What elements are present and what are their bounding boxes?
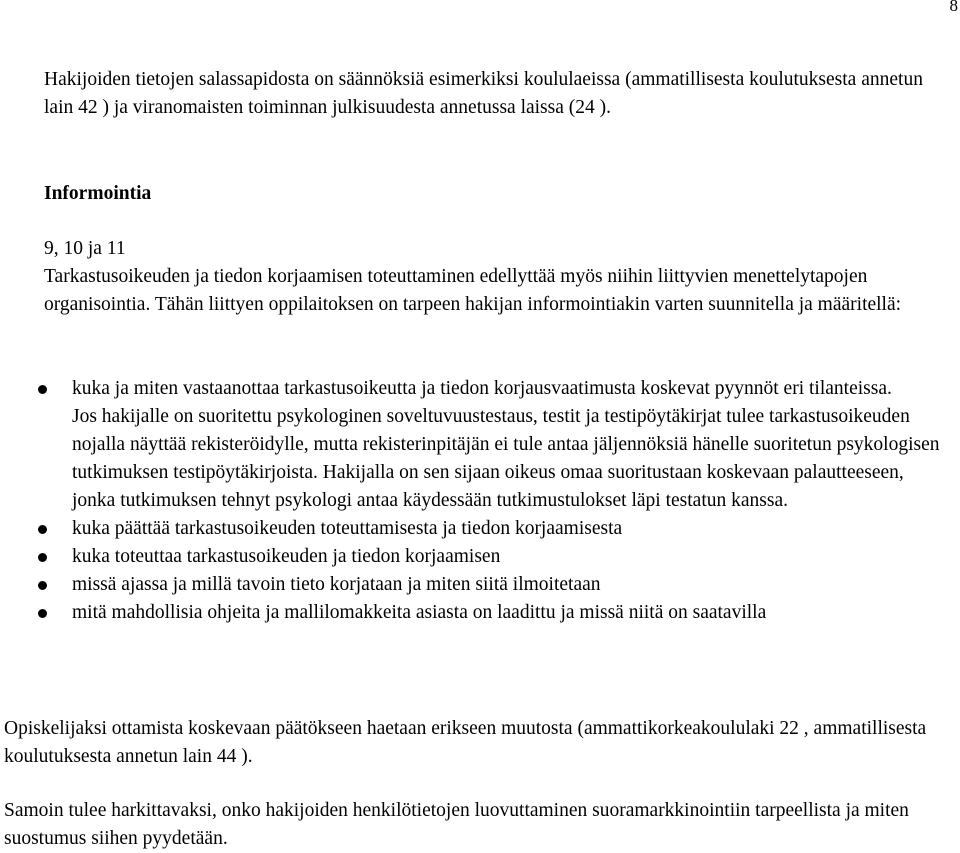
- list-item: [0, 543, 940, 571]
- list-item: [0, 375, 940, 515]
- bullet-list: [0, 375, 940, 627]
- list-item-text: kuka ja miten vastaanottaa tarkastusoikeutta ja tiedon korjausvaatimusta koskevat pyynnöt eri tilanteissa.: [72, 378, 892, 399]
- list-item: [0, 515, 940, 543]
- list-item-text: missä ajassa ja millä tavoin tieto korjataan ja miten siitä ilmoitetaan: [72, 574, 601, 595]
- list-item: [0, 571, 940, 599]
- list-item: [0, 599, 940, 627]
- list-item-text: mitä mahdollisia ohjeita ja mallilomakkeita asiasta on laadittu ja missä niitä on saatavilla: [72, 602, 767, 623]
- bullet-icon: [38, 581, 47, 590]
- paragraph-intro: Tarkastusoikeuden ja tiedon korjaamisen toteuttaminen edellyttää myös niihin liittyvien menettelytapojen organisointia. Tähän liittyen oppilaitoksen on tarpeen hakijan informointiakin varten suunnitella ja määritellä:: [44, 266, 902, 315]
- paragraph-confidentiality: Hakijoiden tietojen salassapidosta on säännöksiä esimerkiksi koululaeissa (ammatillisesta koulutuksesta annetun lain 42 ) ja viranomaisten toiminnan julkisuudesta annetussa laissa (24 ).: [44, 69, 923, 118]
- paragraph-appeal: Opiskelijaksi ottamista koskevaan päätökseen haetaan erikseen muutosta (ammattikorkeakoululaki 22 , ammatillisesta koulutuksesta annetun lain 44 ).: [4, 718, 927, 767]
- list-item-text: kuka päättää tarkastusoikeuden toteuttamisesta ja tiedon korjaamisesta: [72, 518, 623, 539]
- list-item-continuation: Jos hakijalle on suoritettu psykologinen soveltuvuustestaus, testit ja testipöytäkirjat tulee tarkastusoikeuden nojalla näyttää rekisteröidylle, mutta rekisterinpitäjän ei tule antaa jäljennöksiä hänelle suoritetun psykologisen tutkimuksen testipöytäkirjoista. Hakijalla on sen sijaan oikeus omaa suoritustaan koskevaan palautteeseen, jonka tutkimuksen tehnyt psykologi antaa käydessään tutkimustulokset läpi testatun kanssa.: [72, 406, 940, 511]
- paragraph-direct-marketing: Samoin tulee harkittavaksi, onko hakijoiden henkilötietojen luovuttaminen suoramarkkinointiin tarpeellista ja miten suostumus siihen pyydetään.: [4, 800, 909, 849]
- bullet-icon: [38, 385, 47, 394]
- page-number: 8: [949, 0, 958, 15]
- section-heading: Informointia: [44, 183, 152, 204]
- bullet-icon: [38, 525, 47, 534]
- section-reference: 9, 10 ja 11: [44, 238, 126, 259]
- list-item-text: kuka toteuttaa tarkastusoikeuden ja tiedon korjaamisen: [72, 546, 501, 567]
- bullet-icon: [38, 553, 47, 562]
- bullet-icon: [38, 609, 47, 618]
